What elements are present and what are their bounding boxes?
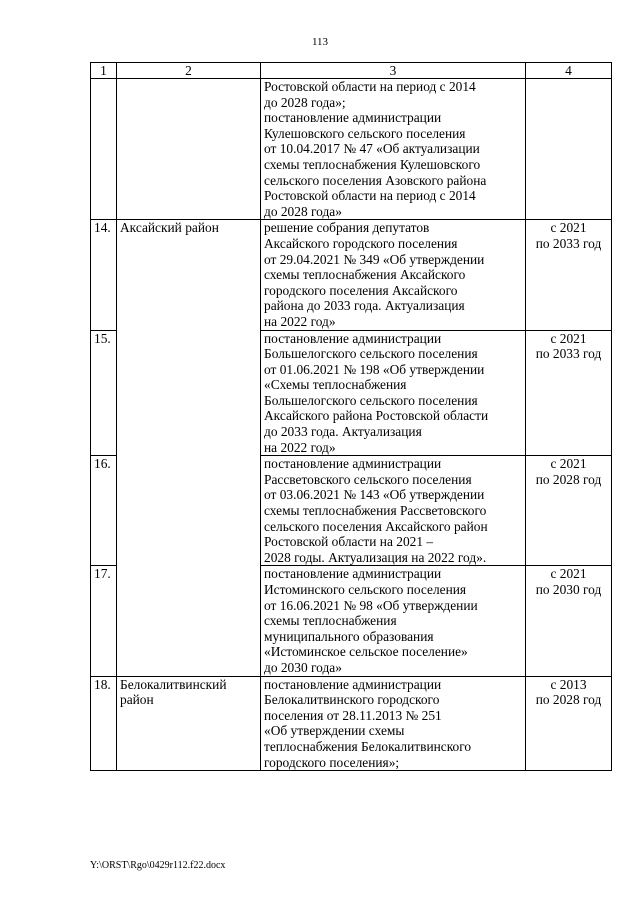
document-line: от 01.06.2021 № 198 «Об утверждении	[264, 361, 485, 377]
row-number: 15.	[91, 330, 117, 456]
document-line: от 16.06.2021 № 98 «Об утверждении	[264, 597, 478, 613]
column-header-1: 1	[91, 63, 117, 79]
table-row	[91, 79, 612, 220]
document-line: Большелогского сельского поселения	[264, 346, 478, 362]
document-line: поселения от 28.11.2013 № 251	[264, 707, 442, 723]
validity-period	[526, 220, 612, 330]
document-line: теплоснабжения Белокалитвинского	[264, 738, 472, 754]
document-line: до 2028 года»	[264, 203, 342, 219]
column-header-2: 2	[117, 63, 261, 79]
document-line: схемы теплоснабжения Кулешовского	[264, 156, 481, 172]
document-line: до 2028 года»;	[264, 94, 346, 110]
period-line: по 2030 год	[535, 582, 602, 597]
validity-period	[526, 456, 612, 566]
document-line: от 10.04.2017 № 47 «Об актуализации	[264, 141, 480, 157]
document-line: решение собрания депутатов	[264, 220, 430, 236]
district-name: Белокалитвинский район	[117, 676, 261, 771]
table-header-row	[91, 63, 612, 79]
document-line: 2028 годы. Актуализация на 2022 год».	[264, 549, 487, 565]
column-header-4: 4	[526, 63, 612, 79]
period-line: по 2033 год	[535, 346, 602, 362]
validity-period	[526, 566, 612, 676]
row-number: 17.	[91, 566, 117, 676]
row-number	[91, 79, 117, 220]
document-description	[261, 330, 526, 456]
period-line: с 2021	[550, 456, 587, 472]
document-line: «Истоминское сельское поселение»	[264, 644, 468, 660]
period-line: с 2021	[550, 330, 587, 346]
table-body	[91, 79, 612, 771]
document-line: постановление администрации	[264, 456, 442, 472]
document-line: схемы теплоснабжения	[264, 613, 397, 629]
document-line: схемы теплоснабжения Рассветовского	[264, 503, 487, 519]
document-line: муниципального образования	[264, 628, 434, 644]
document-line: городского поселения Аксайского	[264, 282, 458, 298]
document-line: Аксайского района Ростовской области	[264, 408, 489, 424]
district-name	[117, 79, 261, 220]
document-line: постановление администрации	[264, 566, 442, 582]
footer-file-path: Y:\ORST\Rgo\0429r112.f22.docx	[90, 860, 226, 871]
document-line: района до 2033 года. Актуализация	[264, 298, 465, 314]
row-number: 18.	[91, 676, 117, 771]
period-line: по 2028 год	[535, 692, 602, 708]
document-table	[90, 62, 612, 771]
document-description	[261, 566, 526, 676]
document-line: до 2033 года. Актуализация	[264, 424, 422, 440]
document-line: от 29.04.2021 № 349 «Об утверждении	[264, 251, 485, 267]
document-description	[261, 676, 526, 771]
document-line: Ростовской области на 2021 –	[264, 534, 434, 550]
document-line: Аксайского городского поселения	[264, 235, 458, 251]
document-line: сельского поселения Азовского района	[264, 172, 487, 188]
document-description	[261, 79, 526, 220]
document-line: постановление администрации	[264, 110, 442, 126]
document-line: сельского поселения Аксайского район	[264, 518, 488, 534]
period-line: по 2028 год	[535, 471, 602, 487]
table-row	[91, 220, 612, 330]
period-line: с 2013	[550, 676, 587, 692]
document-line: постановление администрации	[264, 676, 442, 692]
document-line: Ростовской области на период с 2014	[264, 79, 476, 94]
document-description	[261, 220, 526, 330]
document-line: на 2022 год»	[264, 439, 336, 455]
document-line: постановление администрации	[264, 330, 442, 346]
page-number: 113	[311, 36, 329, 48]
district-name: Аксайский район	[117, 220, 261, 676]
document-line: «Об утверждении схемы	[264, 723, 405, 739]
row-number: 14.	[91, 220, 117, 330]
document-line: Истоминского сельского поселения	[264, 582, 467, 597]
column-header-3: 3	[261, 63, 526, 79]
period-line: по 2033 год	[535, 235, 602, 251]
document-line: Белокалитвинского городского	[264, 692, 440, 708]
document-line: Большелогского сельского поселения	[264, 392, 478, 408]
document-line: городского поселения»;	[264, 754, 400, 770]
document-description	[261, 456, 526, 566]
row-number: 16.	[91, 456, 117, 566]
period-line: с 2021	[550, 566, 587, 582]
document-line: на 2022 год»	[264, 313, 336, 329]
document-line: от 03.06.2021 № 143 «Об утверждении	[264, 487, 485, 503]
table-row	[91, 676, 612, 771]
validity-period	[526, 79, 612, 220]
document-line: «Схемы теплоснабжения	[264, 377, 407, 393]
validity-period	[526, 676, 612, 771]
document-line: Кулешовского сельского поселения	[264, 125, 466, 141]
document-line: Ростовской области на период с 2014	[264, 188, 476, 204]
period-line: с 2021	[550, 220, 587, 236]
document-line: схемы теплоснабжения Аксайского	[264, 267, 466, 283]
validity-period	[526, 330, 612, 456]
document-line: до 2030 года»	[264, 659, 342, 675]
document-line: Рассветовского сельского поселения	[264, 471, 472, 487]
